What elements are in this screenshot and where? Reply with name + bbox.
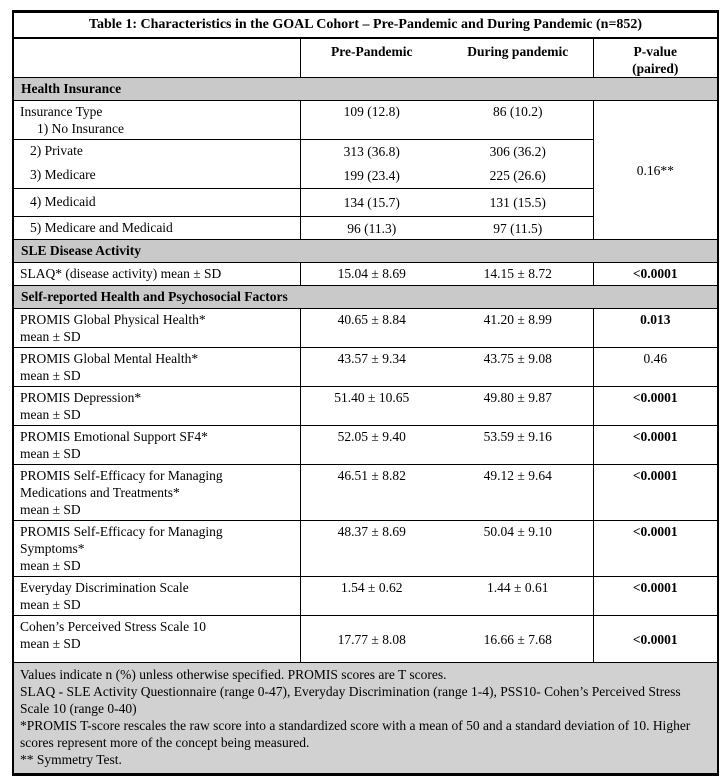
row-label-cell	[13, 577, 300, 616]
row-label: Everyday Discrimination Scale	[20, 580, 189, 595]
p-value-cell: <0.0001	[593, 426, 718, 465]
during-pandemic-value: 225 (26.6)	[443, 164, 593, 189]
pre-pandemic-value: 43.57 ± 9.34	[300, 348, 443, 387]
section-header: SLE Disease Activity	[13, 240, 718, 263]
p-value-cell: <0.0001	[632, 266, 678, 281]
row-label: PROMIS Self-Efficacy for Managing Symptoms*	[20, 524, 223, 556]
section-row-psychosocial	[13, 286, 718, 309]
during-pandemic-value: 97 (11.5)	[443, 217, 593, 240]
col-header-p-value	[593, 38, 718, 78]
row-label-line2: mean ± SD	[20, 368, 81, 383]
row-label-cell	[13, 309, 300, 348]
section-header: Self-reported Health and Psychosocial Factors	[13, 286, 718, 309]
p-value-cell: <0.0001	[593, 465, 718, 521]
row-label: PROMIS Global Physical Health*	[20, 312, 206, 327]
row-label-cell	[13, 465, 300, 521]
table-row	[13, 263, 718, 286]
row-label: Insurance Type	[20, 104, 103, 119]
during-pandemic-value: 14.15 ± 8.72	[443, 263, 593, 286]
row-label-line2: 1) No Insurance	[37, 121, 124, 136]
row-label: PROMIS Self-Efficacy for Managing Medications and Treatments*	[20, 468, 223, 500]
p-value-cell: <0.0001	[593, 577, 718, 616]
col-header-pre-pandemic: Pre-Pandemic	[331, 44, 413, 59]
row-label: PROMIS Depression*	[20, 390, 142, 405]
pre-pandemic-value: 1.54 ± 0.62	[300, 577, 443, 616]
table-row	[13, 521, 718, 577]
during-pandemic-value: 50.04 ± 9.10	[443, 521, 593, 577]
row-label-cell	[13, 189, 300, 217]
p-value-cell: <0.0001	[632, 631, 678, 647]
p-value-cell: 0.16**	[593, 101, 718, 240]
p-value-cell: 0.013	[593, 309, 718, 348]
pre-pandemic-value: 109 (12.8)	[300, 101, 443, 140]
footnote-row	[13, 663, 718, 775]
p-value-cell: 0.46	[593, 348, 718, 387]
pre-pandemic-value: 52.05 ± 9.40	[300, 426, 443, 465]
row-label-cell	[13, 101, 300, 140]
during-pandemic-value: 306 (36.2)	[443, 140, 593, 164]
table-title: Table 1: Characteristics in the GOAL Cohort – Pre-Pandemic and During Pandemic (n=852)	[13, 12, 718, 39]
section-header: Health Insurance	[13, 78, 718, 101]
column-header-row	[13, 38, 718, 78]
table-row	[13, 387, 718, 426]
row-label-cell	[13, 164, 300, 189]
during-pandemic-value: 53.59 ± 9.16	[443, 426, 593, 465]
section-row-sle-disease-activity	[13, 240, 718, 263]
row-label-line2: mean ± SD	[20, 446, 81, 461]
p-value-cell: <0.0001	[593, 387, 718, 426]
row-label: 3) Medicare	[30, 167, 96, 183]
row-label-cell	[13, 387, 300, 426]
during-pandemic-value: 1.44 ± 0.61	[443, 577, 593, 616]
table-row	[13, 577, 718, 616]
row-label-line2: mean ± SD	[20, 597, 81, 612]
pre-pandemic-value: 17.77 ± 8.08	[337, 631, 406, 647]
footnote-symmetry-test: ** Symmetry Test.	[20, 752, 122, 767]
row-label-line2: mean ± SD	[20, 558, 81, 573]
row-label-line2: mean ± SD	[20, 636, 81, 651]
table-row	[13, 616, 718, 663]
during-pandemic-value: 41.20 ± 8.99	[443, 309, 593, 348]
pre-pandemic-value: 51.40 ± 10.65	[300, 387, 443, 426]
table-row	[13, 465, 718, 521]
pre-pandemic-value: 96 (11.3)	[347, 220, 397, 236]
row-label: SLAQ* (disease activity) mean ± SD	[20, 266, 222, 281]
during-pandemic-value: 49.80 ± 9.87	[443, 387, 593, 426]
row-label: 4) Medicaid	[30, 194, 96, 209]
row-label-line2: mean ± SD	[20, 407, 81, 422]
footnote-values-indicate: Values indicate n (%) unless otherwise specified. PROMIS scores are T scores.	[20, 667, 447, 682]
p-value-header-line1: P-value	[633, 44, 677, 59]
footnote-block	[13, 663, 718, 775]
row-label-cell	[13, 426, 300, 465]
during-pandemic-value: 49.12 ± 9.64	[443, 465, 593, 521]
table-row	[13, 426, 718, 465]
during-pandemic-value: 16.66 ± 7.68	[443, 616, 593, 663]
row-label: Cohen’s Perceived Stress Scale 10	[20, 619, 206, 634]
characteristics-table	[12, 10, 719, 776]
table-row	[13, 348, 718, 387]
footnote-promis-tscore: *PROMIS T-score rescales the raw score into a standardized score with a mean of 50 and a standard deviation of 10. Higher scores represent more of the concept being measured.	[20, 718, 691, 750]
row-label-cell	[13, 521, 300, 577]
row-label-line2: mean ± SD	[20, 502, 81, 517]
footnote-abbreviations: SLAQ - SLE Activity Questionnaire (range 0-47), Everyday Discrimination (range 1-4), PSS10- Cohen’s Perceived Stress Scale 10 (range 0-40)	[20, 684, 681, 716]
pre-pandemic-value: 46.51 ± 8.82	[300, 465, 443, 521]
col-header-during-pandemic: During pandemic	[443, 38, 593, 78]
p-value-header-line2: (paired)	[632, 61, 679, 76]
during-pandemic-value: 43.75 ± 9.08	[443, 348, 593, 387]
row-label-cell	[13, 263, 300, 286]
row-label-cell	[13, 217, 300, 240]
row-label: PROMIS Emotional Support SF4*	[20, 429, 208, 444]
table-row	[13, 101, 718, 140]
during-pandemic-value: 86 (10.2)	[443, 101, 593, 140]
empty-header-cell	[13, 38, 300, 78]
section-row-health-insurance	[13, 78, 718, 101]
during-pandemic-value: 131 (15.5)	[443, 189, 593, 217]
row-label-cell	[13, 348, 300, 387]
row-label: 5) Medicare and Medicaid	[30, 219, 173, 235]
row-label: 2) Private	[30, 143, 83, 159]
pre-pandemic-value: 40.65 ± 8.84	[300, 309, 443, 348]
pre-pandemic-value: 199 (23.4)	[300, 164, 443, 189]
row-label-cell	[13, 616, 300, 663]
pre-pandemic-value: 313 (36.8)	[343, 144, 400, 160]
row-label: PROMIS Global Mental Health*	[20, 351, 199, 366]
pre-pandemic-value: 15.04 ± 8.69	[337, 266, 406, 281]
pre-pandemic-value: 48.37 ± 8.69	[300, 521, 443, 577]
row-label-cell	[13, 140, 300, 164]
pre-pandemic-value: 134 (15.7)	[300, 189, 443, 217]
row-label-line2: mean ± SD	[20, 329, 81, 344]
title-row	[13, 12, 718, 39]
p-value-cell: <0.0001	[593, 521, 718, 577]
table-row	[13, 309, 718, 348]
